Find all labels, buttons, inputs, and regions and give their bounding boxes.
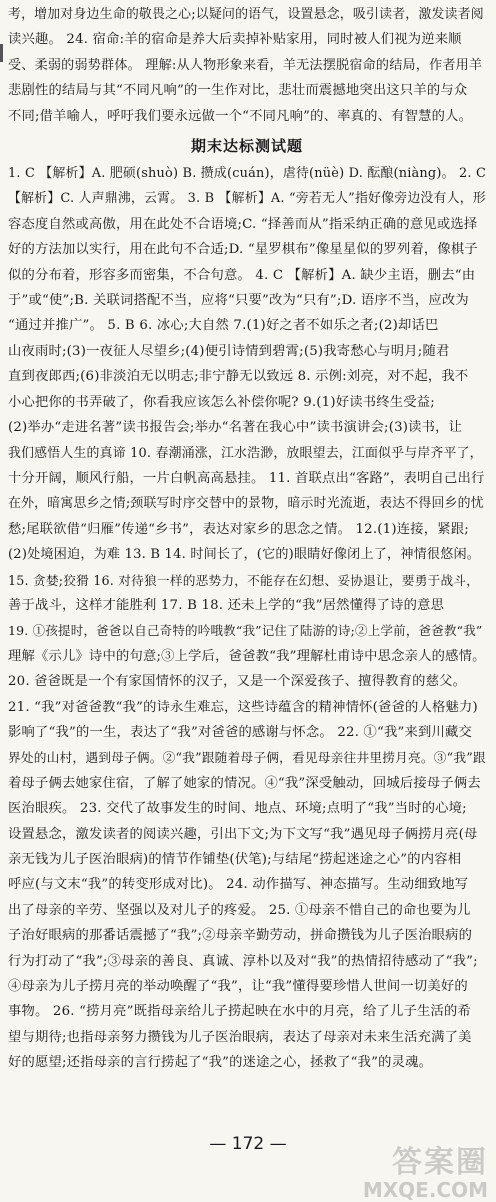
section-title: 期末达标测试题: [190, 137, 303, 156]
page-number: — 172 —: [209, 1134, 287, 1154]
previous-answers-block: [8, 2, 486, 129]
text-line: 考，增加对身边生命的敬畏之心;以疑问的语气，设置悬念，吸引读者，激发读者阅: [8, 7, 484, 22]
text-line: 20. 爸爸既是一个有家国情怀的汉子，又是一个深爱孩子、擅得教育的慈父。: [8, 674, 467, 690]
text-line: 医治眼疾。 23. 交代了故事发生的时间、地点、环境;点明了“我”当时的心境;: [8, 801, 467, 817]
text-line: 行为打动了“我”;③母亲的善良、真诚、淳朴以及对“我”的热情招待感动了“我”;: [8, 953, 478, 969]
margin-mark: [0, 44, 3, 62]
text-line: 设置悬念，激发读者的阅读兴趣，引出下文;为下文写“我”遇见母子俩捞月亮(母: [8, 826, 478, 842]
text-line: 容态度自然或高傲，用在此处不合语境;C. “择善而从”指采纳正确的意见或选择: [8, 216, 478, 232]
text-line: 不同;借羊喻人，呼吁我们要永远做一个“不同凡响”的、率真的、有智慧的人。: [8, 108, 473, 124]
text-line: 好的愿望;还指母亲的言行捞起了“我”的迷途之心，拯救了“我”的灵魂。: [8, 1055, 433, 1071]
text-line: 影响了“我”的一生，表达了“我”对爸爸的感谢与怀念。 22. ①“我”来到川藏交: [8, 724, 472, 740]
text-line: 着母子俩去她家住宿，了解了她家的情况。④“我”深受触动，回城后接母子俩去: [8, 775, 481, 791]
text-line: 理解《示儿》诗中的句意;③上学后，爸爸教“我”理解杜甫诗中思念亲人的感情。: [8, 648, 486, 664]
text-line: 19. ①孩提时，爸爸以自己奇特的吟哦教“我”记住了陆游的诗;②上学前，爸爸教“我”: [8, 623, 483, 639]
watermark-text-en: MXQE.COM: [362, 1178, 488, 1202]
text-line: 亲无钱为儿子医治眼病)的情节作铺垫(伏笔);与结尾“捞起迷途之心”的内容相: [8, 852, 462, 867]
text-line: 山夜雨时;(3)一夜征人尽望乡;(4)便引诗情到碧霄;(5)我寄愁心与明月;随君: [8, 343, 450, 359]
text-line: (2)处境困迫，为难 13. B 14. 时间长了，(它的)眼睛好像闭上了，神情很悠闲。: [8, 547, 481, 563]
watermark-logo: [362, 1145, 488, 1202]
page-content: [8, 2, 486, 1076]
text-line: 好的方法加以实行，用在此句不合适;D. “星罗棋布”像星星似的罗列着，像棋子: [8, 242, 478, 258]
text-line: 于”或“使”;B. 关联词搭配不当，应将“只要”改为“只有”;D. 语序不当，应改为: [8, 293, 469, 309]
text-line: 呼应(与文末“我”的转变形成对比)。 24. 动作描写、神态描写。生动细致地写: [8, 877, 469, 893]
text-line: ④母亲为儿子捞月亮的举动唤醒了“我”，让“我”懂得要珍惜人世间一切美好的: [8, 979, 468, 995]
text-line: 受、柔弱的弱势群体。 理解:从人物形象来看，羊无法摆脱宿命的结局，作者用羊: [8, 57, 483, 73]
text-line: 直到夜郎西;(6)非淡泊无以明志;非宁静无以致远 8. 示例:刘亮，对不起，我不: [8, 369, 469, 385]
text-line: 21. “我”对爸爸教“我”的诗永生难忘，这些诗蕴含的精神情怀(爸爸的人格魅力): [8, 699, 478, 715]
text-line: (2)举办“走进名著”读书报告会;举办“名著在我心中”读书演讲会;(3)读书，让: [8, 420, 463, 436]
text-line: 望与期待;也指母亲努力攒钱为儿子医治眼病，表达了母亲对未来生活充满了美: [8, 1029, 472, 1045]
text-line: 事物。 26. “捞月亮”既指母亲给儿子捞起映在水中的月亮，给了儿子生活的希: [8, 1004, 471, 1020]
text-line: 界处的山村，遇到母子俩。②“我”跟随着母子俩，看见母亲往井里捞月亮。③“我”跟: [8, 750, 486, 766]
text-line: 我们感悟人生的真谛 10. 春潮涌涨，江水浩渺，放眼望去，江面似乎与岸齐平了，: [8, 445, 483, 461]
text-line: “通过并推广”。 5. B 6. 冰心;大自然 7.(1)好之者不如乐之者;(2)却话巴: [8, 318, 439, 334]
text-line: 出了母亲的辛劳、坚强以及对儿子的疼爱。 25. ①母亲不惜自己的命也要为儿: [8, 902, 471, 918]
text-line: 悲剧性的结局与其“不同凡响”的一生作对比，悲壮而震撼地突出这只羊的与众: [8, 83, 468, 99]
text-line: 1. C 【解析】A. 肥硕(shuò) B. 攒成(cuán)，虐待(nüè) D. 酝酿(niàng)。 2. C: [8, 166, 487, 182]
watermark-text-cn: 答案圈: [392, 1145, 488, 1180]
text-line: 愁;尾联欲借“归雁”传递“乡书”，表达对家乡的思念之情。 12.(1)连接，紧跟;: [8, 521, 469, 537]
text-line: 【解析】C. 人声鼎沸，云霄。 3. B 【解析】A. “旁若无人”指好像旁边没有人，形: [8, 191, 486, 207]
text-line: 善于战斗，这样才能胜利 17. B 18. 还未上学的“我”居然懂得了诗的意思: [8, 597, 445, 613]
text-line: 在外，暗寓思乡之情;颈联写时序交替中的景物，暗示时光流逝，表达不得回乡的忧: [8, 496, 484, 512]
text-line: 十分开阔，顺风行船，一片白帆高高悬挂。 11. 首联点出“客路”，表明自己出行: [8, 470, 485, 486]
text-line: 小心把你的书弄破了，你看我应该怎么补偿你呢? 9.(1)好读书终生受益;: [8, 394, 435, 410]
answers-block: [8, 161, 486, 1076]
text-line: 读兴趣。 24. 宿命:羊的宿命是养大后卖掉补贴家用，同时被人们视为逆来顺: [8, 32, 462, 48]
text-line: 子治好眼病的那番话震撼了“我”;②母亲辛勤劳动，拼命攒钱为儿子医治眼病的: [8, 928, 473, 944]
text-line: 似的分布着，形容多而密集，不合句意。 4. C 【解析】A. 缺少主语，删去“由: [8, 267, 476, 283]
text-line: 15. 贪婪;狡猾 16. 对待狼一样的恶势力，不能存在幻想、妥协退让，要勇于战斗，: [8, 572, 480, 588]
